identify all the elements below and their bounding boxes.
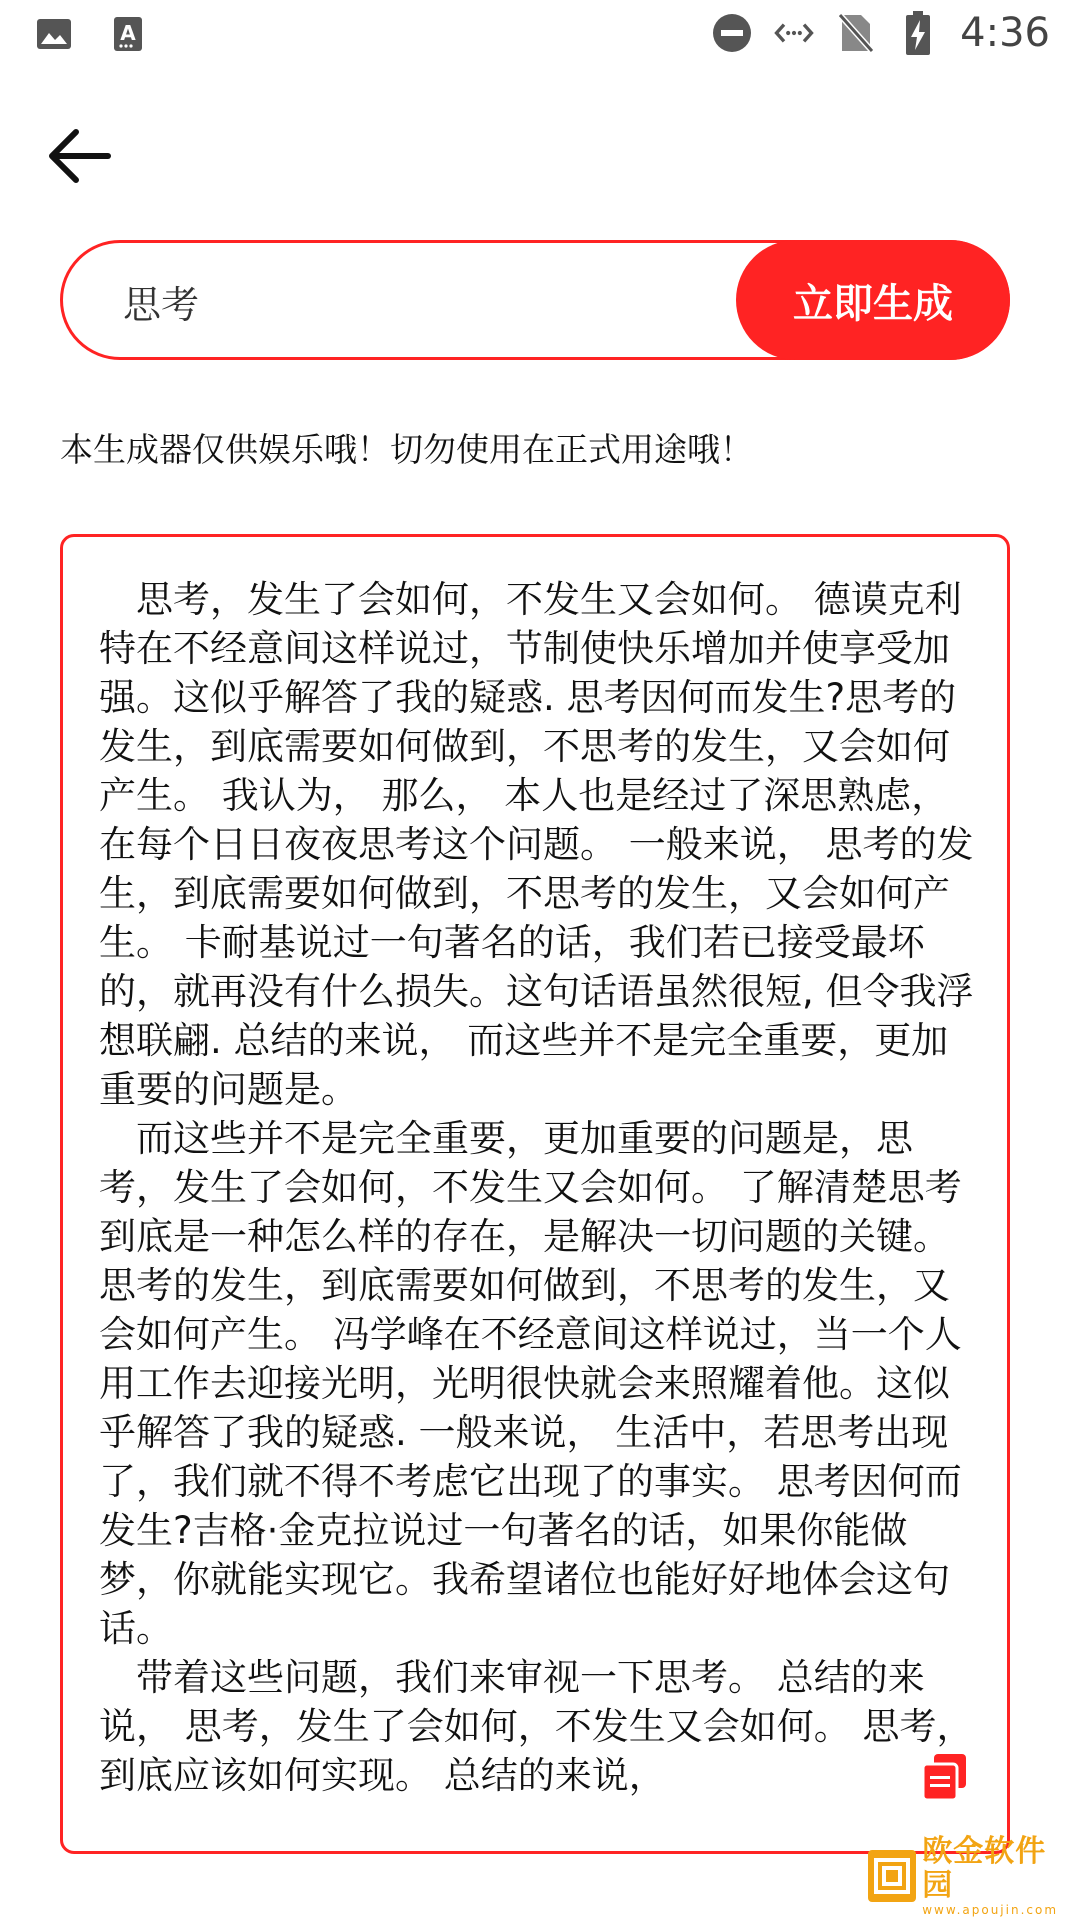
arrow-left-icon xyxy=(44,126,112,190)
text-a-icon xyxy=(108,14,148,54)
disclaimer-text: 本生成器仅供娱乐哦！切勿使用在正式用途哦！ xyxy=(60,424,1020,471)
no-sim-icon xyxy=(836,13,876,53)
copy-icon xyxy=(920,1752,970,1806)
result-paragraph: 带着这些问题，我们来审视一下思考。 总结的来说， 思考，发生了会如何，不发生又会如何。 思考，到底应该如何实现。 总结的来说， xyxy=(99,1653,979,1800)
image-icon xyxy=(34,14,74,54)
result-box[interactable] xyxy=(60,534,1010,1854)
status-bar xyxy=(0,0,1072,76)
result-paragraph: 而这些并不是完全重要，更加重要的问题是，思考，发生了会如何，不发生又会如何。 了解清楚思考到底是一种怎么样的存在，是解决一切问题的关键。 思考的发生，到底需要如何做到，不思考的发生，又会如何产生。 冯学峰在不经意间这样说过，当一个人用工作去迎接光明，光明很快就会来照耀着他。这似乎解答了我的疑惑. 一般来说， 生活中，若思考出现了，我们就不得不考虑它出现了的事实。 思考因何而发生?吉格·金克拉说过一句著名的话，如果你能做梦，你就能实现它。我希望诸位也能好好地体会这句话。 xyxy=(99,1114,979,1653)
data-transfer-icon xyxy=(774,13,814,53)
generate-button[interactable]: 立即生成 xyxy=(736,240,1010,360)
watermark-url: www.apoujin.com xyxy=(922,1903,1066,1917)
watermark-logo-icon xyxy=(868,1850,916,1902)
do-not-disturb-icon xyxy=(712,13,752,53)
svg-text:A: A xyxy=(120,21,136,45)
back-button[interactable] xyxy=(44,118,144,198)
search-input[interactable] xyxy=(121,243,745,359)
watermark-title: 欧金软件园 xyxy=(922,1835,1066,1903)
copy-button[interactable] xyxy=(918,1752,972,1806)
watermark xyxy=(868,1844,1066,1908)
result-paragraph: 思考，发生了会如何，不发生又会如何。 德谟克利特在不经意间这样说过，节制使快乐增加并使享受加强。这似乎解答了我的疑惑. 思考因何而发生?思考的发生，到底需要如何做到，不思考的发生，又会如何产生。 我认为， 那么， 本人也是经过了深思熟虑，在每个日日夜夜思考这个问题。 一般来说， 思考的发生，到底需要如何做到，不思考的发生，又会如何产生。 卡耐基说过一句著名的话，我们若已接受最坏的，就再没有什么损失。这句话语虽然很短, 但令我浮想联翩. 总结的来说， 而这些并不是完全重要，更加重要的问题是。 xyxy=(99,575,979,1114)
battery-charging-icon xyxy=(898,13,938,53)
status-time: 4:36 xyxy=(960,10,1050,56)
result-text xyxy=(99,575,979,1800)
search-bar xyxy=(60,240,1010,360)
